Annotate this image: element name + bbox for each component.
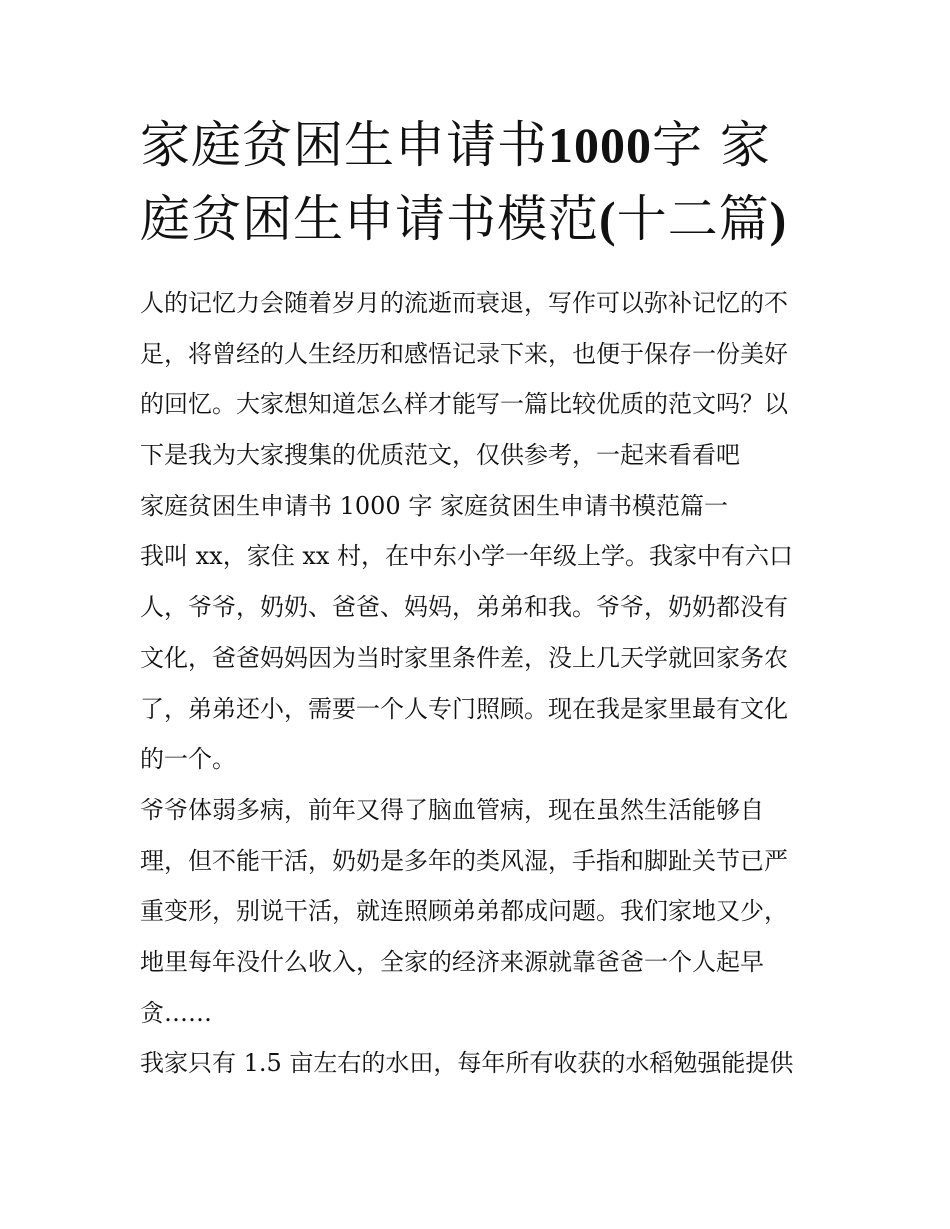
text-line: 理，但不能干活，奶奶是多年的类风湿，手指和脚趾关节已严 (140, 846, 788, 875)
title-number: 1000 (548, 117, 652, 173)
title-text-2: 字 家 (652, 116, 771, 174)
title-text-3: 庭贫困生申请书模范 (140, 190, 599, 248)
title-paren-close: ) (769, 191, 788, 247)
text-line: 的回忆。大家想知道怎么样才能写一篇比较优质的范文吗？以 (140, 390, 788, 419)
text-line: 了，弟弟还小，需要一个人专门照顾。现在我是家里最有文化 (140, 694, 788, 723)
section-heading: 家庭贫困生申请书 1000 字 家庭贫困生申请书模范篇一 (140, 491, 728, 520)
title-text-4: 十二篇 (616, 190, 770, 248)
text-line: 爷爷体弱多病，前年又得了脑血管病，现在虽然生活能够自 (140, 795, 764, 824)
title-paren-open: ( (599, 191, 617, 247)
document-title (140, 108, 820, 256)
document-body (140, 278, 820, 1089)
text-line: 地里每年没什么收入，全家的经济来源就靠爸爸一个人起早 (140, 947, 764, 976)
text-line: 的一个。 (140, 745, 236, 774)
text-line: 人的记忆力会随着岁月的流逝而衰退，写作可以弥补记忆的不 (140, 289, 788, 317)
text-line: 足，将曾经的人生经历和感悟记录下来，也便于保存一份美好 (140, 339, 788, 368)
text-line: 下是我为大家搜集的优质范文，仅供参考，一起来看看吧 (140, 441, 740, 470)
text-line: 我叫 xx，家住 xx 村，在中东小学一年级上学。我家中有六口 (140, 542, 794, 571)
text-line: 贪…… (140, 998, 212, 1027)
text-line: 人，爷爷，奶奶、爸爸、妈妈，弟弟和我。爷爷，奶奶都没有 (140, 593, 788, 622)
text-line: 重变形，别说干活，就连照顾弟弟都成问题。我们家地又少， (140, 897, 788, 926)
text-line: 文化，爸爸妈妈因为当时家里条件差，没上几天学就回家务农 (140, 643, 788, 672)
title-text-1: 家庭贫困生申请书 (140, 116, 548, 174)
text-line: 我家只有 1.5 亩左右的水田，每年所有收获的水稻勉强能提供 (140, 1049, 794, 1078)
